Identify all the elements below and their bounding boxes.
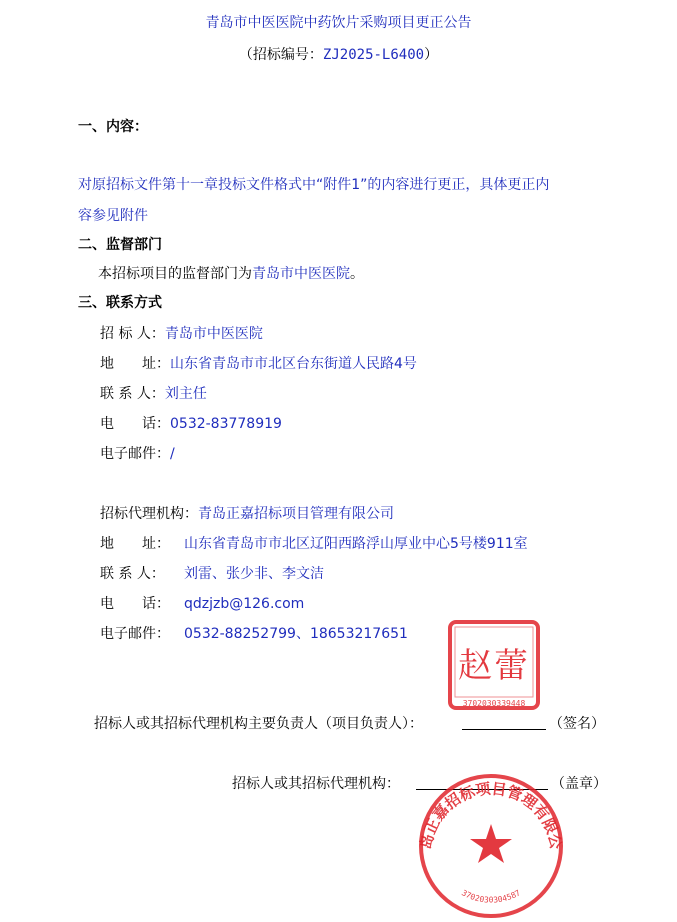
tenderer-address-value: 山东省青岛市市北区台东街道人民路4号 [170,356,417,372]
agency-contact-label: 联 系 人： [100,566,165,582]
tenderer-email-label: 电子邮件： [100,446,170,462]
agency-address-label: 地 址： [100,536,170,552]
supervision-suffix: 。 [350,266,364,282]
seal-company-number: 3702030304587 [460,888,522,905]
company-seal-stamp [407,762,575,918]
signature-label-1: 招标人或其招标代理机构主要负责人（项目负责人）： [94,716,423,732]
tenderer-contact-value: 刘主任 [164,386,207,402]
signature-suffix-2: （盖章） [551,776,607,792]
supervision-department: 青岛市中医医院 [252,266,350,282]
signature-line-1 [94,713,423,733]
signature-label-2: 招标人或其招标代理机构： [232,776,400,792]
tenderer-email-value: / [170,446,175,462]
seal-name-text: 赵蕾 [458,646,530,686]
tenderer-name-value: 青岛市中医医院 [164,326,263,342]
agency-name-label: 招标代理机构： [100,506,198,522]
signature-line-2 [232,773,400,793]
agency-name-value: 青岛正嘉招标项目管理有限公司 [198,506,394,522]
agency-name-row [100,503,394,523]
signature-suffix-1: （签名） [549,716,605,732]
tenderer-address-label: 地 址： [100,356,170,372]
section-content-line-1: 对原招标文件第十一章投标文件格式中“附件1”的内容进行更正，具体更正内 [78,177,550,193]
agency-email-row [100,623,408,643]
agency-phone-row [100,593,304,613]
seal-company-text: 岛正嘉招标项目管理有限公 [416,779,566,851]
agency-contact-row [100,563,324,583]
agency-address-row [100,533,528,553]
section-heading-contact: 三、联系方式 [78,295,162,311]
supervision-text [98,263,364,283]
page-title: 青岛市中医医院中药饮片采购项目更正公告 [205,15,472,31]
subtitle-prefix: （招标编号： [238,47,323,63]
tenderer-name-row [100,323,263,343]
section-heading-supervision: 二、监督部门 [78,237,162,253]
tenderer-phone-value: 0532-83778919 [170,416,282,432]
tenderer-phone-label: 电 话： [100,416,170,432]
agency-contact-value: 刘雷、张少非、李文洁 [184,566,324,582]
signature-field-1 [462,729,546,730]
agency-phone-value: qdzjzb@126.com [184,596,305,612]
supervision-prefix: 本招标项目的监督部门为 [98,266,252,282]
agency-address-value: 山东省青岛市市北区辽阳西路浮山厚业中心5号楼911室 [184,536,528,552]
seal-star-icon [470,824,512,863]
agency-email-label: 电子邮件： [100,626,170,642]
tender-number-line [0,44,677,64]
tenderer-email-row [100,443,175,463]
tender-number: ZJ2025-L6400 [322,47,425,63]
section-heading-content: 一、内容： [78,119,148,135]
agency-email-value: 0532-88252799、18653217651 [184,626,408,642]
personal-seal-stamp [447,619,541,711]
tenderer-contact-row [100,383,207,403]
subtitle-suffix: ） [424,47,439,63]
tenderer-contact-label: 联 系 人： [100,386,165,402]
seal-number-text: 3702030339448 [462,699,526,708]
tenderer-name-label: 招 标 人： [100,326,165,342]
agency-phone-label: 电 话： [100,596,170,612]
tenderer-phone-row [100,413,282,433]
tenderer-address-row [100,353,417,373]
section-content-line-2: 容参见附件 [78,208,148,224]
svg-text:3702030304587 [460,888,522,905]
